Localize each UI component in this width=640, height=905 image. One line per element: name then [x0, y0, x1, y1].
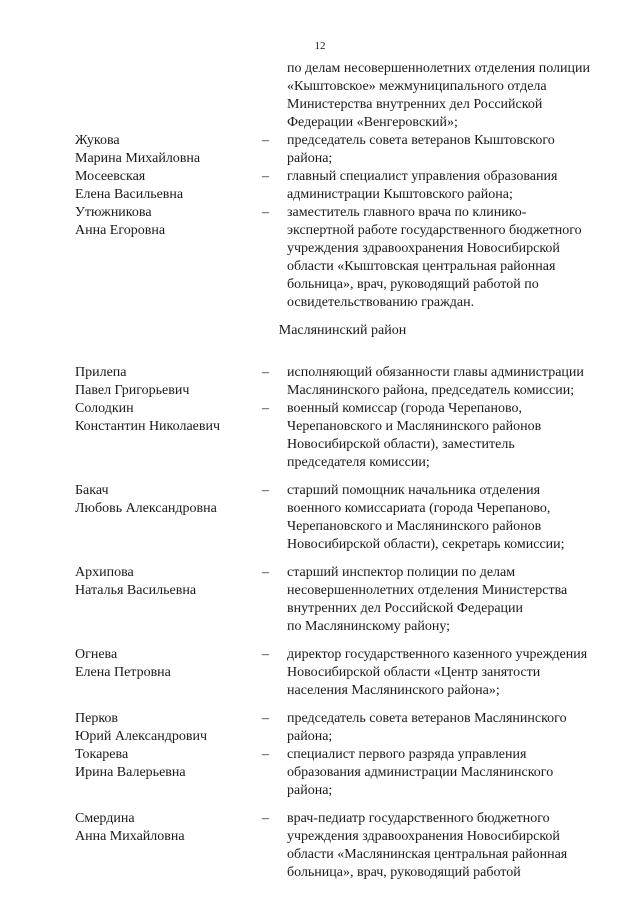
entry-spacer — [0, 472, 640, 482]
desc-line: Новосибирской области «Центр занятости — [287, 665, 541, 680]
member-entry — [0, 810, 640, 882]
kyshtovsky-members — [0, 132, 640, 312]
entry-spacer — [0, 636, 640, 646]
desc-line: председатель совета ветеранов Кыштовского — [287, 133, 555, 148]
member-position — [287, 746, 609, 800]
entry-spacer — [0, 800, 640, 810]
member-name — [75, 746, 265, 782]
desc-line: председатель совета ветеранов Маслянинского — [287, 711, 567, 726]
desc-line: «Кыштовское» межмуниципального отдела — [287, 79, 547, 94]
desc-line: населения Маслянинского района»; — [287, 683, 500, 698]
member-name — [75, 646, 265, 682]
desc-line: несовершеннолетних отделения Министерства — [287, 583, 568, 598]
desc-line: больница», врач, руководящий работой — [287, 865, 521, 880]
member-position — [287, 710, 609, 746]
member-position — [287, 400, 609, 472]
member-entry — [0, 132, 640, 168]
member-surname: Смердина — [75, 811, 135, 826]
member-position — [287, 646, 609, 700]
member-name — [75, 168, 265, 204]
desc-line: района; — [287, 729, 333, 744]
desc-line: администрации Кыштовского района; — [287, 187, 513, 202]
desc-line: района; — [287, 783, 333, 798]
member-given-names: Ирина Валерьевна — [75, 765, 186, 780]
member-surname: Огнева — [75, 647, 118, 662]
section-title: Маслянинский район — [278, 323, 407, 338]
member-entry — [0, 168, 640, 204]
member-name — [75, 400, 265, 436]
member-surname: Токарева — [75, 747, 129, 762]
desc-line: Федерации «Венгеровский»; — [287, 115, 458, 130]
commission-list — [0, 60, 640, 882]
member-given-names: Марина Михайловна — [75, 151, 201, 166]
desc-line: главный специалист управления образования — [287, 169, 558, 184]
member-given-names: Павел Григорьевич — [75, 383, 190, 398]
desc-line: учреждения здравоохранения Новосибирской — [287, 829, 560, 844]
member-position — [287, 204, 609, 312]
desc-line: Министерства внутренних дел Российской — [287, 97, 543, 112]
member-given-names: Елена Васильевна — [75, 187, 184, 202]
desc-line: Черепановского и Маслянинского районов — [287, 519, 542, 534]
member-entry — [0, 646, 640, 700]
member-surname: Жукова — [75, 133, 120, 148]
member-entry — [0, 204, 640, 312]
member-given-names: Елена Петровна — [75, 665, 171, 680]
desc-line: области «Маслянинская центральная районная — [287, 847, 568, 862]
member-position — [287, 482, 609, 554]
desc-line: исполняющий обязанности главы администрации — [287, 365, 584, 380]
member-position — [287, 132, 609, 168]
member-surname: Мосеевская — [75, 169, 146, 184]
desc-line: учреждения здравоохранения Новосибирской — [287, 241, 560, 256]
desc-line: Новосибирской области), заместитель — [287, 437, 515, 452]
member-entry — [0, 710, 640, 746]
member-position — [287, 168, 609, 204]
desc-line: внутренних дел Российской Федерации — [287, 601, 524, 616]
dash-separator: – — [262, 565, 269, 580]
dash-separator: – — [262, 205, 269, 220]
desc-line: директор государственного казенного учреждения — [287, 647, 588, 662]
dash-separator: – — [262, 133, 269, 148]
member-name — [75, 204, 265, 240]
desc-line: Черепановского и Маслянинского районов — [287, 419, 542, 434]
dash-separator: – — [262, 169, 269, 184]
desc-line: по Маслянинскому району; — [287, 619, 451, 634]
member-given-names: Анна Михайловна — [75, 829, 185, 844]
continuation-entry — [0, 60, 640, 132]
desc-line: специалист первого разряда управления — [287, 747, 527, 762]
page-number: 12 — [314, 40, 326, 52]
member-surname: Прилепа — [75, 365, 127, 380]
dash-separator: – — [262, 647, 269, 662]
member-given-names: Анна Егоровна — [75, 223, 166, 238]
member-entry — [0, 482, 640, 554]
member-given-names: Константин Николаевич — [75, 419, 221, 434]
dash-separator: – — [262, 483, 269, 498]
member-entry — [0, 564, 640, 636]
dash-separator: – — [262, 365, 269, 380]
member-name — [75, 564, 265, 600]
member-name — [75, 132, 265, 168]
member-given-names: Юрий Александрович — [75, 729, 207, 744]
member-entry — [0, 746, 640, 800]
desc-line: экспертной работе государственного бюджетного — [287, 223, 582, 238]
member-given-names: Любовь Александровна — [75, 501, 217, 516]
dash-separator: – — [262, 811, 269, 826]
member-surname: Перков — [75, 711, 119, 726]
maslyaninsky-members — [0, 364, 640, 882]
entry-spacer — [0, 554, 640, 564]
member-given-names: Наталья Васильевна — [75, 583, 197, 598]
desc-line: образования администрации Маслянинского — [287, 765, 554, 780]
dash-separator: – — [262, 711, 269, 726]
desc-line: по делам несовершеннолетних отделения полиции — [287, 61, 590, 76]
desc-line: района; — [287, 151, 333, 166]
desc-line: военный комиссар (города Черепаново, — [287, 401, 522, 416]
member-surname: Утюжникова — [75, 205, 152, 220]
desc-line: освидетельствованию граждан. — [287, 295, 475, 310]
desc-line: Маслянинского района, председатель комиссии; — [287, 383, 575, 398]
member-name — [75, 710, 265, 746]
desc-line: старший инспектор полиции по делам — [287, 565, 516, 580]
desc-line: Новосибирской области), секретарь комиссии; — [287, 537, 565, 552]
member-name — [75, 364, 265, 400]
desc-line: военного комиссариата (города Черепаново, — [287, 501, 551, 516]
member-surname: Бакач — [75, 483, 109, 498]
member-position — [287, 564, 609, 636]
desc-line: старший помощник начальника отделения — [287, 483, 541, 498]
member-entry — [0, 364, 640, 400]
member-position — [287, 364, 609, 400]
continuation-text — [287, 60, 609, 132]
dash-separator: – — [262, 747, 269, 762]
desc-line: больница», врач, руководящий работой по — [287, 277, 539, 292]
member-entry — [0, 400, 640, 472]
desc-line: врач-педиатр государственного бюджетного — [287, 811, 550, 826]
desc-line: заместитель главного врача по клинико- — [287, 205, 527, 220]
member-surname: Архипова — [75, 565, 134, 580]
dash-separator: – — [262, 401, 269, 416]
member-name — [75, 810, 265, 846]
desc-line: области «Кыштовская центральная районная — [287, 259, 556, 274]
member-surname: Солодкин — [75, 401, 134, 416]
member-name — [75, 482, 265, 518]
entry-spacer — [0, 700, 640, 710]
member-position — [287, 810, 609, 882]
desc-line: председателя комиссии; — [287, 455, 430, 470]
